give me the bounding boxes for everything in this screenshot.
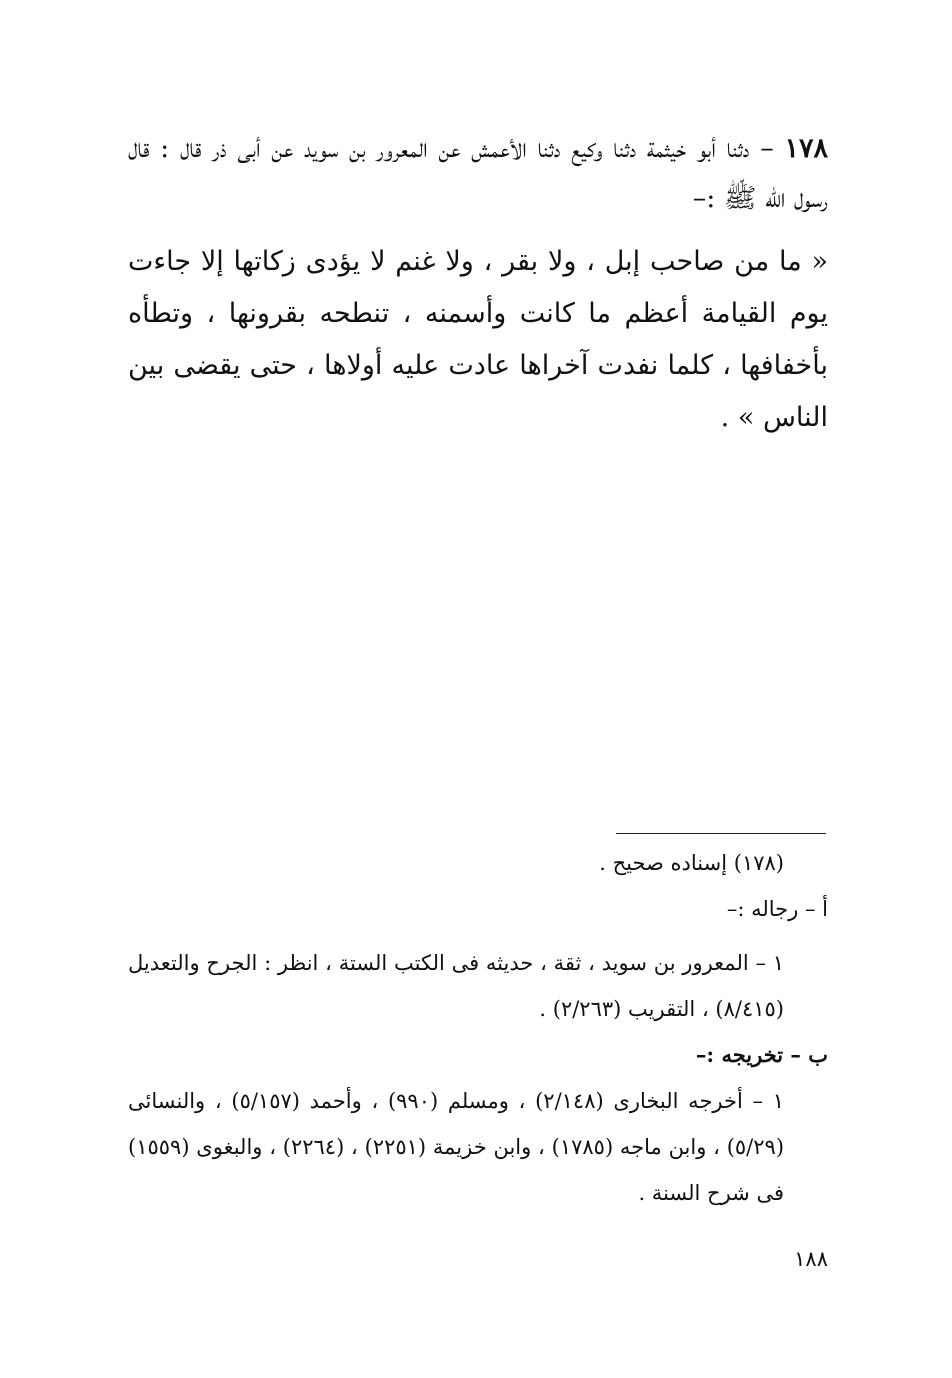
hadith-isnad-paragraph	[128, 124, 828, 224]
footnote-separator	[616, 833, 826, 834]
footnote-takhrij-item: ١ – أخرجه البخارى (٢/١٤٨) ، ومسلم (٩٩٠) ، وأحمد (٥/١٥٧) ، والنسائى (٥/٢٩) ، وابن ماجه (١٧٨٥) ، وابن خزيمة (٢٢٥١) ، (٢٢٦٤) ، والبغوى (١٥٥٩) فى شرح السنة .	[128, 1089, 785, 1205]
hadith-number: ١٧٨	[784, 133, 828, 164]
footnote-rijal-heading: أ – رجاله :–	[726, 897, 828, 921]
footnote-verdict: (١٧٨) إسناده صحيح .	[599, 851, 784, 875]
hadith-text	[128, 124, 828, 444]
footnotes	[128, 840, 828, 1216]
hadith-isnad: – دثنا أبو خيثمة دثنا وكيع دثنا الأعمش عن المعرور بن سويد عن أبى ذر قال : قال رسول الله ﷺ :–	[128, 133, 828, 214]
hadith-matn: « ما من صاحب إبل ، ولا بقر ، ولا غنم لا يؤدى زكاتها إلا جاءت يوم القيامة أعظم ما كانت وأسمنه ، تنطحه بقرونها ، وتطأه بأخفافها ، كلما نفدت آخراها عادت عليه أولاها ، حتى يقضى بين الناس » .	[128, 246, 828, 433]
page-number: ١٨٨	[794, 1247, 828, 1271]
footnote-takhrij-heading: ب – تخريجه :–	[695, 1042, 828, 1067]
footnote-rijal-item: ١ – المعرور بن سويد ، ثقة ، حديثه فى الكتب الستة ، انظر : الجرح والتعديل (٨/٤١٥) ، التقريب (٢/٢٦٣) .	[128, 951, 784, 1021]
